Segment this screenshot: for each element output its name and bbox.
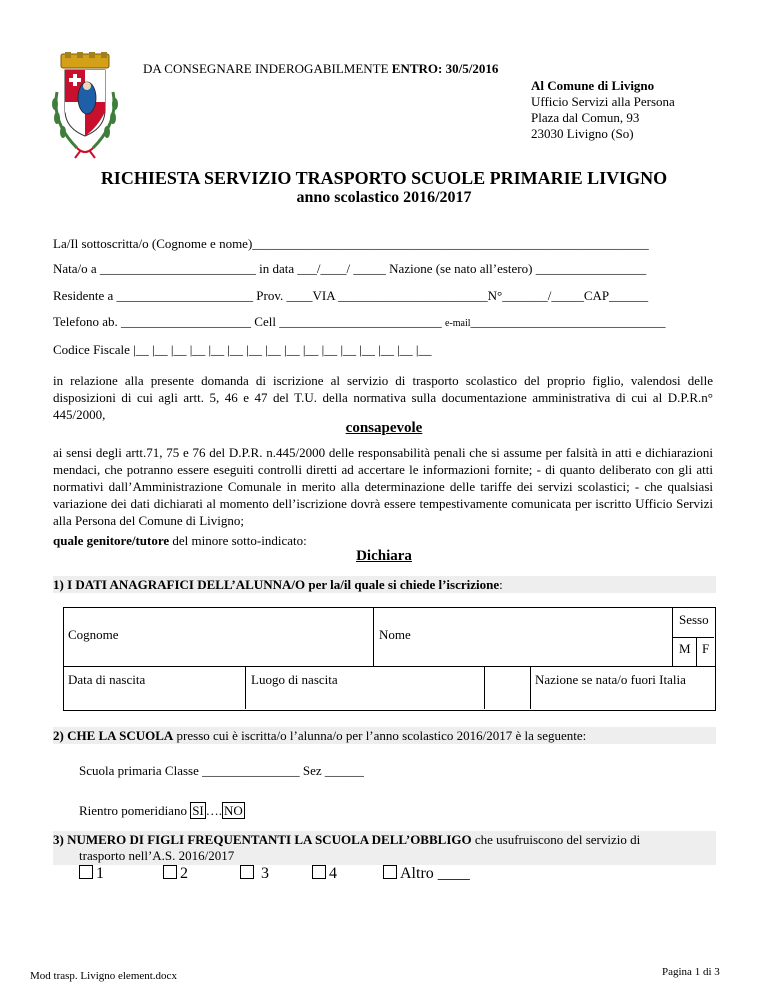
section2-title <box>53 728 586 744</box>
form-subtitle: anno scolastico 2016/2017 <box>296 189 472 206</box>
section1-title-text: 1) I DATI ANAGRAFICI DELL’ALUNNA/O per la/il quale si chiede l’iscrizione <box>53 577 500 592</box>
email-field: ______________________________ <box>470 314 666 329</box>
delivery-deadline <box>143 61 498 77</box>
section3-title-rest: che usufruiscono del servizio di <box>471 832 641 847</box>
guardian-rest: del minore sotto-indicato: <box>169 533 307 548</box>
sesso-f-option[interactable]: F <box>702 641 710 656</box>
children-option-1[interactable] <box>79 865 104 883</box>
rientro-label: Rientro pomeridiano <box>79 803 191 818</box>
section2-title-bold: 2) CHE LA SCUOLA <box>53 728 174 743</box>
recipient-municipality: Al Comune di Livigno <box>531 78 655 93</box>
nazione-label: Nazione se nata/o fuori Italia <box>535 672 686 687</box>
children-option-altro-label: Altro ____ <box>400 865 470 882</box>
section3-title-line2: trasporto nell’A.S. 2016/2017 <box>79 848 235 863</box>
sesso-m-option[interactable]: M <box>679 641 691 656</box>
rientro-si-option[interactable]: SI <box>192 803 204 818</box>
rientro-line <box>79 803 245 819</box>
sesso-mf-divider <box>696 637 697 666</box>
student-data-table <box>63 607 716 711</box>
sesso-divider <box>672 637 714 638</box>
luogo-nascita-label: Luogo di nascita <box>251 672 338 687</box>
table-col-divider-nome <box>373 608 374 666</box>
cognome-label: Cognome <box>68 627 119 642</box>
municipality-crest-logo <box>47 52 123 162</box>
rientro-dots: …. <box>205 803 223 818</box>
table-row-divider <box>63 666 715 667</box>
recipient-city: 23030 Livigno (So) <box>531 126 634 141</box>
children-option-1-label: 1 <box>96 865 104 882</box>
guardian-bold: quale genitore/tutore <box>53 533 170 548</box>
guardian-line <box>53 533 307 549</box>
checkbox-icon[interactable] <box>383 865 397 879</box>
children-option-4-label: 4 <box>329 865 337 882</box>
footer-page-number: Pagina 1 di 3 <box>662 966 720 978</box>
checkbox-icon[interactable] <box>163 865 177 879</box>
applicant-name-line[interactable]: La/Il sottoscritta/o (Cognome e nome)_____________________________________________________________ <box>53 236 649 251</box>
recipient-office: Ufficio Servizi alla Persona <box>531 94 675 109</box>
school-class-line[interactable]: Scuola primaria Classe _______________ Sez ______ <box>79 763 364 778</box>
email-label: e-mail <box>444 318 471 329</box>
table-col-divider-extra <box>484 667 485 709</box>
form-title: RICHIESTA SERVIZIO TRASPORTO SCUOLE PRIMARIE LIVIGNO <box>100 168 668 188</box>
children-option-altro[interactable] <box>383 865 470 883</box>
dichiara-heading: Dichiara <box>356 548 412 564</box>
section1-colon: : <box>499 577 503 592</box>
section3-title <box>53 832 640 848</box>
deadline-prefix: DA CONSEGNARE INDEROGABILMENTE <box>143 61 392 76</box>
checkbox-icon[interactable] <box>312 865 326 879</box>
declaration-paragraph: ai sensi degli artt.71, 75 e 76 del D.P.R. n.445/2000 delle responsabilità penali che si assume per falsità in atti e dichiarazioni mendaci, che potranno essere eseguiti controlli diretti ad accertare le informazioni fornite; - di quanto deliberato con gli atti normativi dall’Amministrazione Comunale in merito alla determinazione delle tariffe dei servizi scolastici; - che qualsiasi variazione dei dati dichiarati al momento dell’iscrizione dovrà essere tempestivamente comunicata per iscritto Ufficio Servizi alla Persona del Comune di Livigno; <box>53 445 713 528</box>
deadline-date: ENTRO: 30/5/2016 <box>391 61 499 76</box>
applicant-birth-line[interactable]: Nata/o a ________________________ in data ___/____/ _____ Nazione (se nato all’estero) _________________ <box>53 261 647 276</box>
intro-paragraph: in relazione alla presente domanda di iscrizione al servizio di trasporto scolastico del proprio figlio, valendosi delle disposizioni di cui agli artt. 5, 46 e 47 del T.U. della normativa sulla documentazione amministrativa di cui al D.P.R.n° 445/2000, <box>53 373 713 422</box>
section3-title-bold: 3) NUMERO DI FIGLI FREQUENTANTI LA SCUOLA DELL’OBBLIGO <box>53 832 472 847</box>
children-option-2[interactable] <box>163 865 188 883</box>
children-option-4[interactable] <box>312 865 337 883</box>
children-option-3[interactable] <box>240 865 269 883</box>
checkbox-icon[interactable] <box>79 865 93 879</box>
applicant-residence-line[interactable]: Residente a _____________________ Prov. ____VIA _______________________N°_______/_____CAP______ <box>53 288 649 303</box>
section1-title <box>53 577 503 593</box>
fiscal-code-line[interactable]: Codice Fiscale |__ |__ |__ |__ |__ |__ |__ |__ |__ |__ |__ |__ |__ |__ |__ |__ <box>53 342 432 357</box>
checkbox-icon[interactable] <box>240 865 254 879</box>
nome-label: Nome <box>379 627 411 642</box>
recipient-street: Plaza dal Comun, 93 <box>531 110 640 125</box>
children-option-2-label: 2 <box>180 865 188 882</box>
section2-title-rest: presso cui è iscritta/o l’alunna/o per l’anno scolastico 2016/2017 è la seguente: <box>173 728 587 743</box>
table-col-divider-luogo <box>245 667 246 709</box>
footer-filename: Mod trasp. Livigno element.docx <box>30 970 177 982</box>
data-nascita-label: Data di nascita <box>68 672 146 687</box>
rientro-no-option[interactable]: NO <box>224 803 243 818</box>
applicant-contact-line[interactable] <box>53 314 666 330</box>
consapevole-heading: consapevole <box>345 420 423 436</box>
children-option-3-label: 3 <box>257 865 269 882</box>
sesso-label: Sesso <box>679 612 709 627</box>
phone-cell-fields: Telefono ab. ____________________ Cell _________________________ <box>53 314 445 329</box>
table-col-divider-nazione <box>530 667 531 709</box>
